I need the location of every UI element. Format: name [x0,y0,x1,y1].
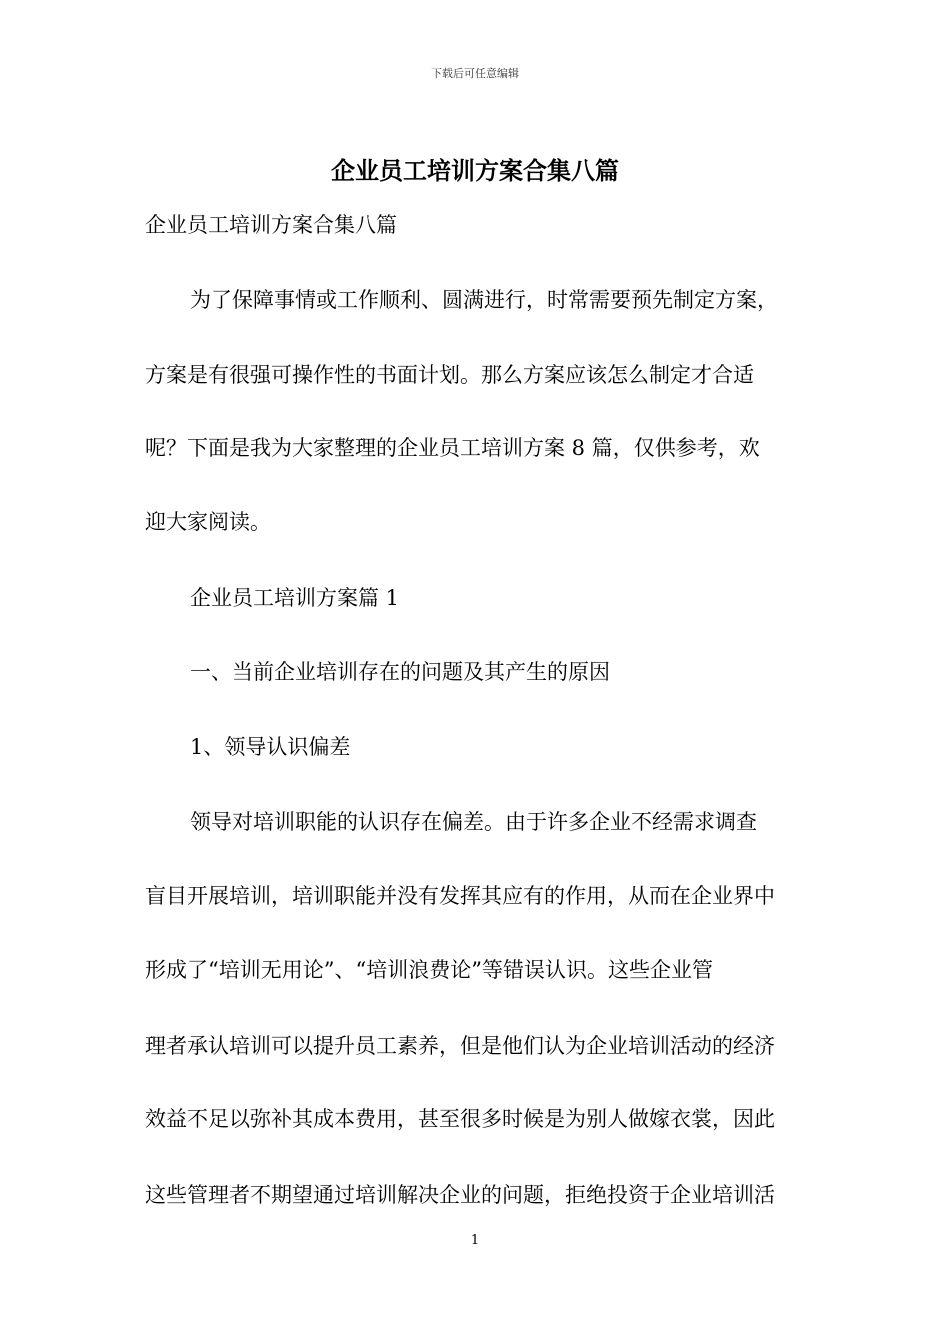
document-title: 企业员工培训方案合集八篇 [331,156,619,185]
paragraph-line: 形成了“培训无用论”、“培训浪费论”等错误认识。这些企业管 [145,958,713,982]
page-header-note: 下载后可任意编辑 [431,67,519,80]
paragraph-line: 为了保障事情或工作顺利、圆满进行，时常需要预先制定方案， [190,288,778,312]
paragraph-line: 理者承认培训可以提升员工素养，但是他们认为企业培训活动的经济 [145,1034,775,1058]
page-number: 1 [470,1233,480,1248]
subsection-heading: 一、当前企业培训存在的问题及其产生的原因 [190,660,610,684]
paragraph-line: 这些管理者不期望通过培训解决企业的问题，拒绝投资于企业培训活 [145,1183,775,1207]
paragraph-line: 领导对培训职能的认识存在偏差。由于许多企业不经需求调查 [190,810,757,834]
point-heading: 1、领导认识偏差 [190,735,351,759]
section-heading: 企业员工培训方案篇 1 [190,586,400,610]
subtitle-line: 企业员工培训方案合集八篇 [145,213,397,237]
paragraph-line: 迎大家阅读。 [145,510,271,534]
paragraph-line: 盲目开展培训，培训职能并没有发挥其应有的作用，从而在企业界中 [145,884,775,908]
paragraph-line: 呢？下面是我为大家整理的企业员工培训方案 8 篇，仅供参考，欢 [145,436,760,460]
paragraph-line: 方案是有很强可操作性的书面计划。那么方案应该怎么制定才合适 [145,363,754,387]
paragraph-line: 效益不足以弥补其成本费用，甚至很多时候是为别人做嫁衣裳，因此 [145,1107,775,1131]
